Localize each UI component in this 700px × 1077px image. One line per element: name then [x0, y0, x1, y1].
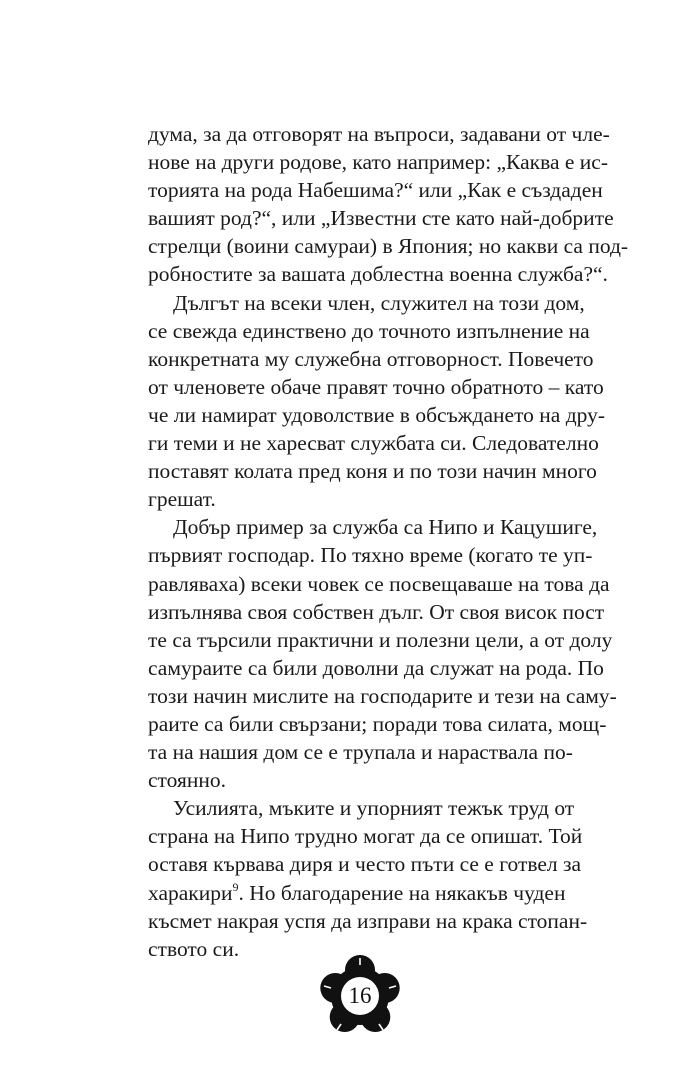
text-line: конкретната му служебна отговорност. Повечето: [148, 346, 594, 371]
text-line: изпълнява своя собствен дълг. От своя висок пост: [148, 599, 605, 624]
text-line: раите са били свързани; поради това силата, мощ-: [148, 711, 607, 736]
text-line: равляваха) всеки човек се посвещаваше на това да: [148, 571, 610, 596]
footnote-line-after: . Но благодарение на някакъв чуден: [238, 880, 566, 905]
text-line: се свежда единствено до точното изпълнение на: [148, 318, 590, 343]
text-line: нове на други родове, като например: „Каква е ис-: [148, 150, 608, 175]
paragraph-3: [148, 513, 617, 794]
footnote-marker[interactable]: 9: [232, 879, 239, 894]
text-line: ги теми и не харесват службата си. Следователно: [148, 431, 599, 456]
text-line: Усилията, мъките и упорният тежък труд от: [173, 796, 575, 821]
text-line: оставя кървава диря и често пъти се е готвел за: [148, 852, 582, 877]
text-line: Дългът на всеки член, служител на този дом,: [173, 290, 585, 315]
text-line: от членовете обаче правят точно обратното – като: [148, 374, 604, 399]
text-line: ството си.: [148, 936, 240, 961]
text-line: късмет накрая успя да изправи на крака стопан-: [148, 908, 588, 933]
text-line: страна на Нипо трудно могат да се опишат. Той: [148, 824, 583, 849]
paragraph-2: [148, 289, 606, 514]
text-line: този начин мислите на господарите и тези на саму-: [148, 683, 617, 708]
text-line: стоянно.: [148, 768, 227, 793]
text-line: поставят колата пред коня и по този начин много: [148, 459, 597, 484]
text-line: те са търсили практични и полезни цели, а от долу: [148, 627, 613, 652]
text-line: вашият род?“, или „Известни сте като най-добрите: [148, 206, 614, 231]
text-line: самураите са били доволни да служат на рода. По: [148, 655, 604, 680]
text-line: торията на рода Набешима?“ или „Как е създаден: [148, 178, 603, 203]
text-line: робностите за вашата доблестна военна служба?“.: [148, 262, 608, 287]
paragraph-1: [148, 120, 629, 289]
text-line: първият господар. По тяхно време (когато те уп-: [148, 543, 593, 568]
text-line-with-footnote: [148, 879, 566, 907]
text-line: стрелци (воини самураи) в Япония; но какви са под-: [148, 234, 629, 259]
page-number: 16: [348, 983, 372, 1008]
footnote-line-before: харакири: [148, 880, 233, 905]
text-line: Добър пример за служба са Нипо и Кацушиге,: [173, 515, 598, 540]
text-line: че ли намират удоволствие в обсъждането на дру-: [148, 402, 606, 427]
text-line: та на нашия дом се е трупала и нараствала по-: [148, 740, 573, 765]
page-text: [148, 120, 629, 963]
text-line: грешат.: [148, 487, 216, 512]
paragraph-4: [148, 794, 588, 963]
text-line: дума, за да отговорят на въпроси, задавани от чле-: [148, 122, 610, 146]
